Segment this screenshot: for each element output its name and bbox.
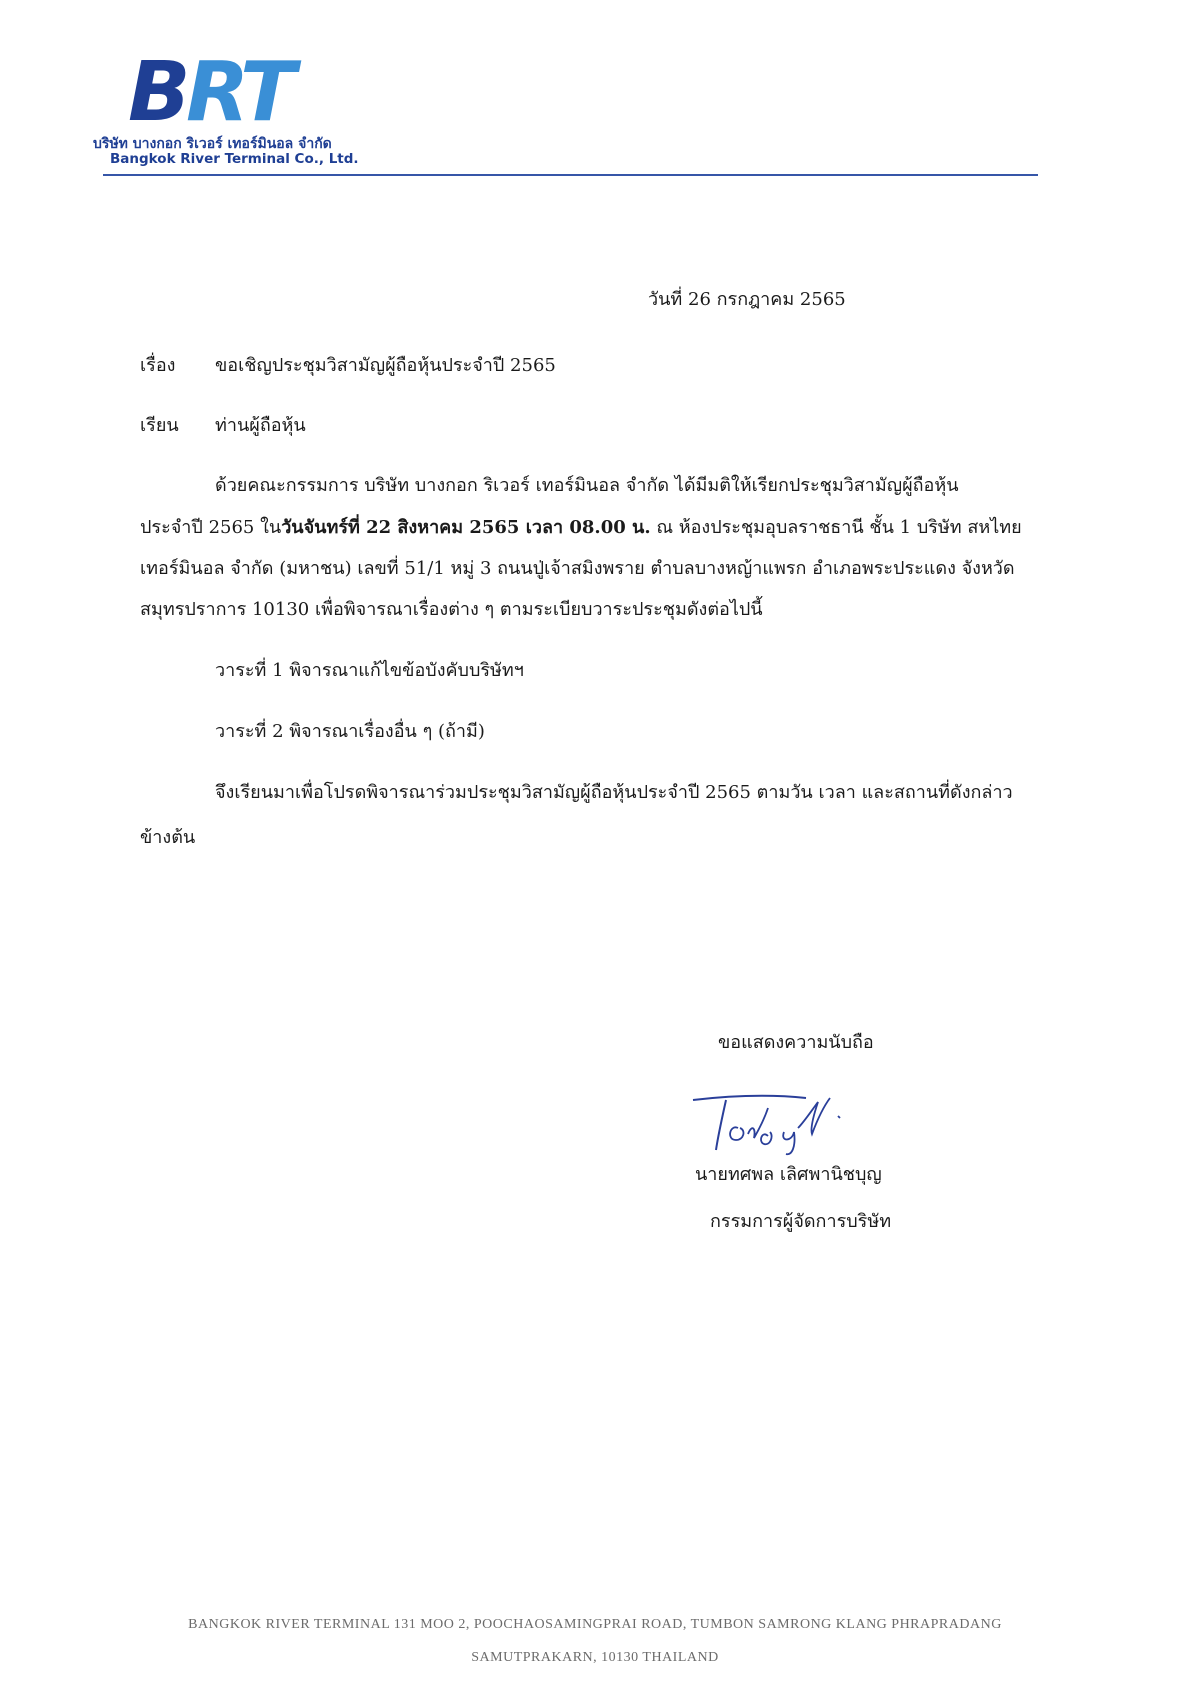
letter-date: วันที่ 26 กรกฎาคม 2565 — [648, 289, 846, 310]
closing-line-2: ข้างต้น — [140, 827, 196, 848]
svg-text:R: R — [186, 50, 244, 130]
subject-text: ขอเชิญประชุมวิสามัญผู้ถือหุ้นประจำปี 2565 — [215, 355, 556, 376]
closing-line-1: จึงเรียนมาเพื่อโปรดพิจารณาร่วมประชุมวิสามัญผู้ถือหุ้นประจำปี 2565 ตามวัน เวลา และสถานที่ดังกล่าว — [215, 782, 1013, 803]
recipient-text: ท่านผู้ถือหุ้น — [215, 415, 306, 436]
subject-label: เรื่อง — [140, 355, 176, 376]
signer-name: นายทศพล เลิศพานิชบุญ — [695, 1164, 882, 1185]
footer-address-line-2: SAMUTPRAKARN, 10130 THAILAND — [471, 1650, 719, 1665]
body-line-3: เทอร์มินอล จำกัด (มหาชน) เลขที่ 51/1 หมู่ 3 ถนนปู่เจ้าสมิงพราย ตำบลบางหญ้าแพรก อำเภอพระประแดง จังหวัด — [140, 558, 1015, 579]
handwritten-signature — [688, 1088, 888, 1158]
agenda-item-2: วาระที่ 2 พิจารณาเรื่องอื่น ๆ (ถ้ามี) — [215, 721, 485, 742]
regards-text: ขอแสดงความนับถือ — [718, 1032, 874, 1053]
body-line-2: ประจำปี 2565 ในวันจันทร์ที่ 22 สิงหาคม 2565 เวลา 08.00 น. ณ ห้องประชุมอุบลราชธานี ชั้น 1 บริษัท สหไทย — [140, 517, 1022, 538]
meeting-date-time: วันจันทร์ที่ 22 สิงหาคม 2565 เวลา 08.00 น. — [281, 517, 651, 538]
svg-text:T: T — [240, 50, 296, 130]
agenda-item-1: วาระที่ 1 พิจารณาแก้ไขข้อบังคับบริษัทฯ — [215, 660, 524, 681]
signer-title: กรรมการผู้จัดการบริษัท — [710, 1211, 892, 1232]
footer-address-line-1: BANGKOK RIVER TERMINAL 131 MOO 2, POOCHAOSAMINGPRAI ROAD, TUMBON SAMRONG KLANG PHRAPRADANG — [188, 1617, 1002, 1632]
header-divider — [103, 174, 1038, 176]
body-line-1: ด้วยคณะกรรมการ บริษัท บางกอก ริเวอร์ เทอร์มินอล จำกัด ได้มีมติให้เรียกประชุมวิสามัญผู้ถือหุ้น — [215, 475, 959, 496]
svg-text:B: B — [128, 50, 185, 130]
company-name-thai: บริษัท บางกอก ริเวอร์ เทอร์มินอล จำกัด — [93, 136, 332, 152]
recipient-label: เรียน — [140, 415, 179, 436]
brt-logo — [128, 50, 328, 130]
body-line-4: สมุทรปราการ 10130 เพื่อพิจารณาเรื่องต่าง ๆ ตามระเบียบวาระประชุมดังต่อไปนี้ — [140, 599, 763, 620]
company-name-english: Bangkok River Terminal Co., Ltd. — [110, 151, 359, 167]
